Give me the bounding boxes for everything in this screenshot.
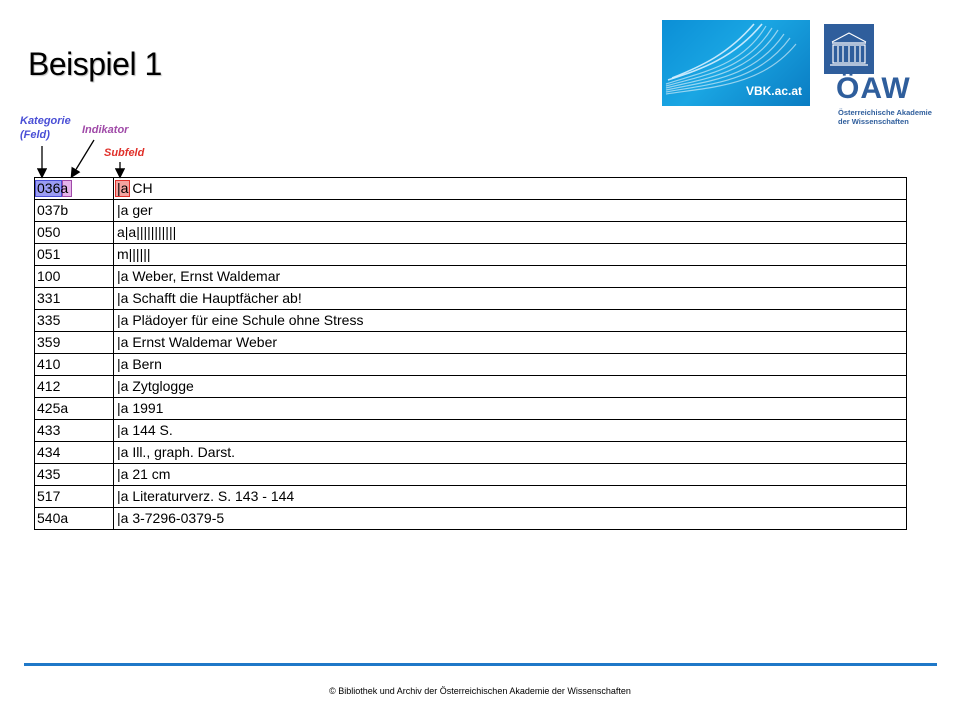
oaw-logo-letters: ÖAW [836, 72, 911, 105]
annotation-kategorie-line1: Kategorie [20, 115, 71, 127]
annotation-subfeld: Subfeld [104, 147, 145, 159]
table-row [35, 266, 906, 288]
table-row [35, 354, 906, 376]
value-cell: |a Bern [117, 356, 162, 372]
field-cell: 540a [35, 508, 114, 529]
table-row [35, 178, 906, 200]
field-cell: 037b [35, 200, 114, 221]
footer-copyright: © Bibliothek und Archiv der Österreichischen Akademie der Wissenschaften [329, 686, 631, 696]
table-row [35, 200, 906, 222]
page-title: Beispiel 1 [28, 46, 162, 82]
value-cell: a|a||||||||||| [117, 224, 177, 240]
footer-divider [24, 663, 937, 666]
oaw-logo-line2: der Wissenschaften [838, 117, 909, 126]
field-cell: 433 [35, 420, 114, 441]
table-row [35, 244, 906, 266]
field-cell [35, 178, 114, 199]
field-cell: 335 [35, 310, 114, 331]
field-cell: 517 [35, 486, 114, 507]
field-cell: 359 [35, 332, 114, 353]
table-row [35, 332, 906, 354]
marc-record-table [34, 177, 907, 530]
vbk-logo-text: VBK.ac.at [745, 84, 802, 98]
field-cell: 331 [35, 288, 114, 309]
field-tag: 036 [37, 180, 61, 196]
field-cell: 410 [35, 354, 114, 375]
subfield-value: CH [128, 180, 153, 196]
field-cell: 051 [35, 244, 114, 265]
table-row [35, 376, 906, 398]
table-row [35, 222, 906, 244]
value-cell: |a ger [117, 202, 153, 218]
value-cell: |a Weber, Ernst Waldemar [117, 268, 281, 284]
value-cell: m|||||| [117, 246, 151, 262]
value-cell: |a Ill., graph. Darst. [117, 444, 236, 460]
value-cell [114, 178, 906, 199]
value-cell: |a 3-7296-0379-5 [117, 510, 225, 526]
field-cell: 425a [35, 398, 114, 419]
annotation-indikator: Indikator [82, 124, 129, 136]
value-cell: |a Plädoyer für eine Schule ohne Stress [117, 312, 364, 328]
field-cell: 435 [35, 464, 114, 485]
table-row [35, 464, 906, 486]
value-cell: |a 144 S. [117, 422, 173, 438]
annotation-arrows [0, 0, 960, 200]
field-cell: 050 [35, 222, 114, 243]
value-cell: |a Zytglogge [117, 378, 194, 394]
oaw-logo-line1: Österreichische Akademie [838, 108, 932, 117]
subfield-code: |a [117, 180, 129, 196]
table-row [35, 442, 906, 464]
value-cell: |a Ernst Waldemar Weber [117, 334, 278, 350]
table-row [35, 288, 906, 310]
table-row [35, 310, 906, 332]
value-cell: |a Schafft die Hauptfächer ab! [117, 290, 302, 306]
value-cell: |a 21 cm [117, 466, 171, 482]
field-cell: 434 [35, 442, 114, 463]
field-indicator: a [60, 180, 69, 196]
arrow-indikator [72, 140, 94, 176]
table-row [35, 420, 906, 442]
value-cell: |a Literaturverz. S. 143 - 144 [117, 488, 295, 504]
value-cell: |a 1991 [117, 400, 164, 416]
field-cell: 100 [35, 266, 114, 287]
annotation-kategorie-line2: (Feld) [20, 129, 50, 141]
table-row [35, 508, 906, 530]
table-row [35, 398, 906, 420]
table-row [35, 486, 906, 508]
field-cell: 412 [35, 376, 114, 397]
